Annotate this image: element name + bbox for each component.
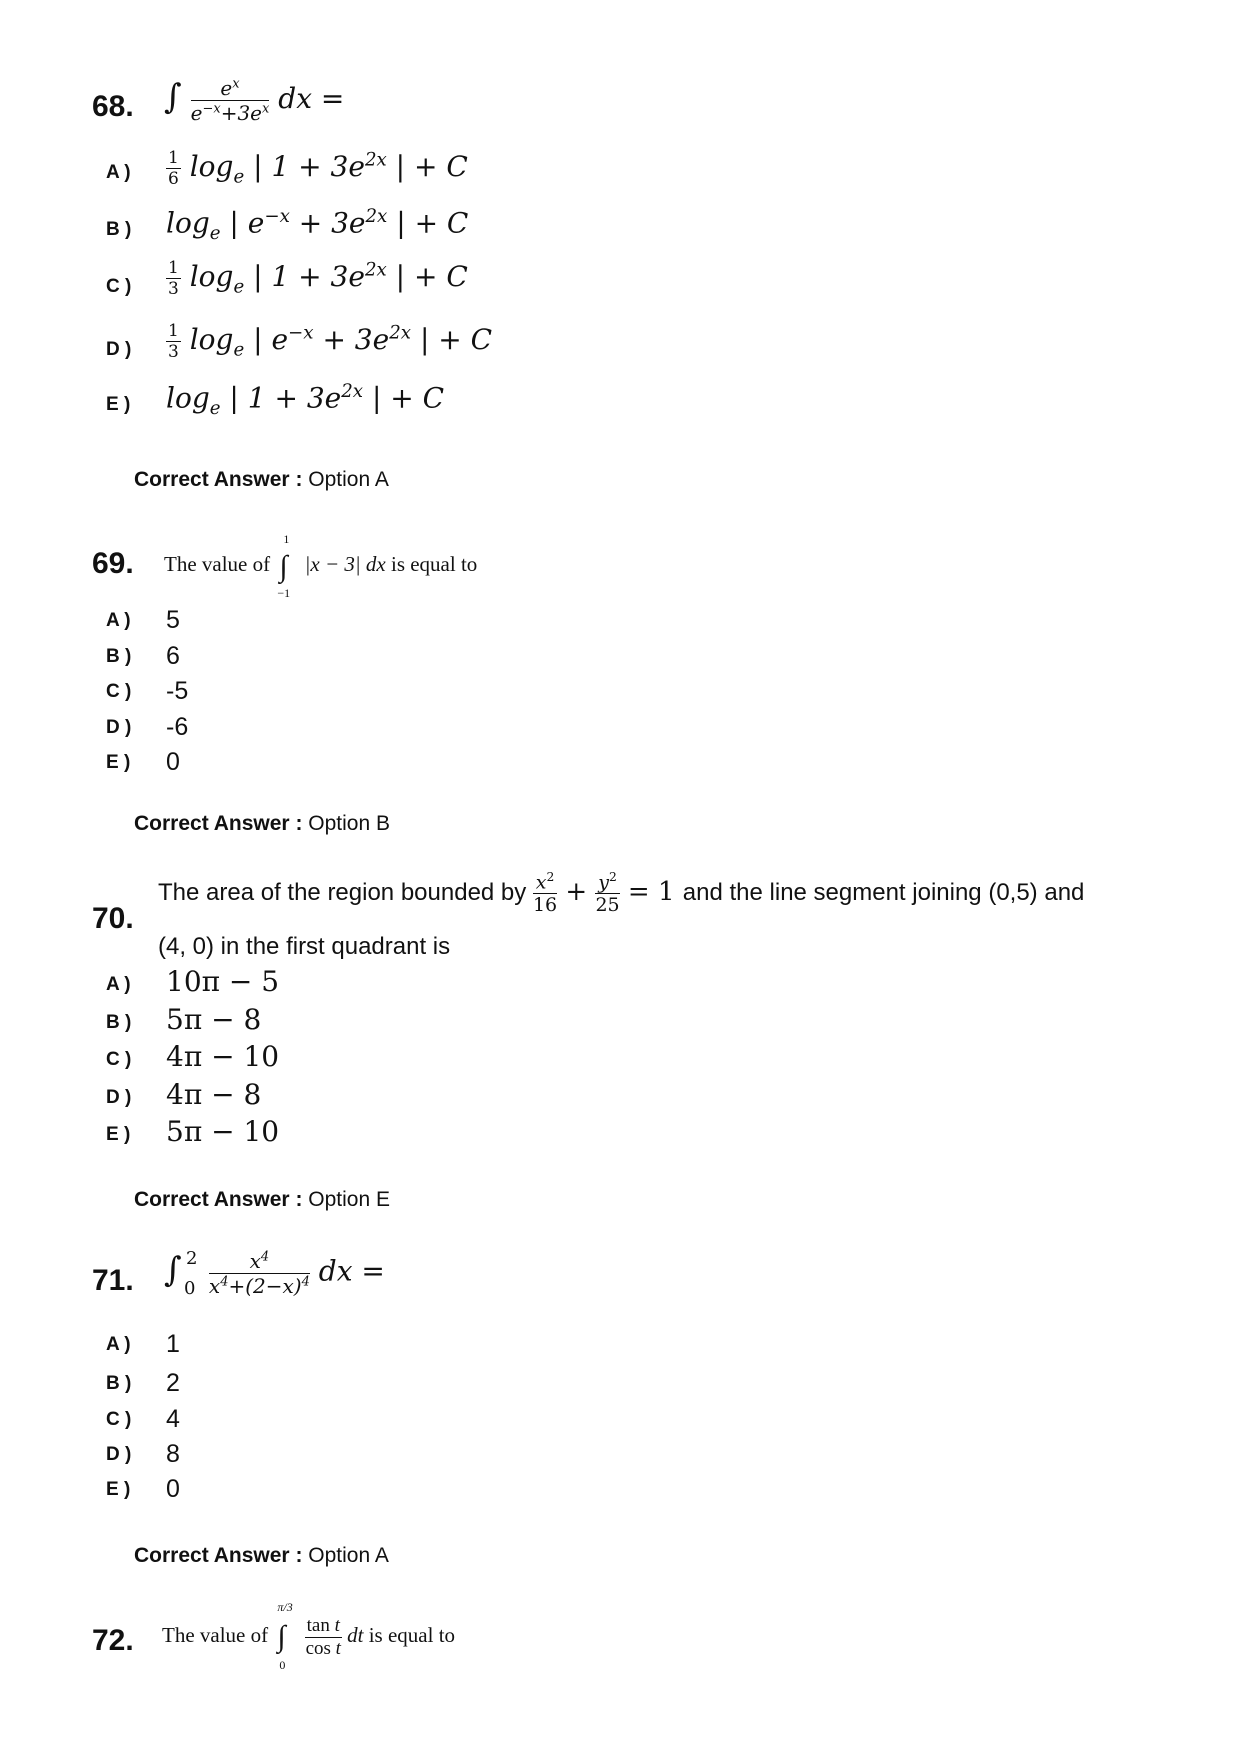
question-number: 70. (92, 902, 134, 935)
stem-prefix: The area of the region bounded by (158, 879, 527, 907)
option-value[interactable]: 0 (166, 748, 180, 776)
option-value[interactable]: -6 (166, 713, 189, 741)
correct-answer (134, 1544, 389, 1568)
option-value[interactable]: 1 (166, 1330, 180, 1358)
question-number: 69. (92, 547, 134, 580)
option-value[interactable]: 5π − 10 (166, 1115, 280, 1148)
correct-answer (134, 468, 389, 492)
question-stem (158, 870, 1084, 916)
option-letter: C ) (106, 1409, 132, 1430)
option-letter: E ) (106, 752, 131, 773)
option-letter: E ) (106, 394, 131, 415)
question-stem: ∫ 2 0 $\frac{x^4}{x^4+(2-x)^4}$ dx = (164, 1248, 385, 1299)
option-letter: A ) (106, 162, 131, 183)
question-stem-line2: (4, 0) in the first quadrant is (158, 933, 451, 960)
answer-label: Correct Answer : (134, 468, 303, 491)
answer-label: Correct Answer : (134, 1544, 303, 1567)
option-value[interactable]: 4π − 10 (166, 1040, 280, 1073)
option-letter: C ) (106, 681, 132, 702)
option-letter: E ) (106, 1479, 131, 1500)
answer-label: Correct Answer : (134, 1188, 303, 1211)
question-stem: The value of 1 ∫ −1 |x − 3| dx is equal to (164, 532, 478, 600)
option-value[interactable]: 8 (166, 1440, 180, 1468)
option-value[interactable]: $\log_e$ | $e^{-x} + 3e^{2x}$ | + C (166, 206, 469, 244)
answer-value: Option E (308, 1188, 390, 1211)
question-stem: ∫ $\frac{e^x}{e^{-x}+3e^x}$ dx = (164, 76, 345, 125)
option-value[interactable]: $\frac{1}{3}$ $\log_e$ | $e^{-x} + 3e^{2x}$ | + C (168, 321, 493, 362)
option-value[interactable]: 0 (166, 1475, 180, 1503)
option-value[interactable]: 10π − 5 (166, 965, 280, 998)
option-letter: D ) (106, 1087, 132, 1108)
option-letter: C ) (106, 276, 132, 297)
question-stem: The value of π/3 ∫ 0 $\frac{\text{tan t}}{\text{cos t}}$ dt is equal to (162, 1600, 456, 1672)
correct-answer (134, 812, 390, 836)
option-value[interactable]: 5π − 8 (166, 1003, 262, 1036)
stem-prefix: The value of (162, 1622, 269, 1647)
integral-symbol: π/3 ∫ 0 (277, 1600, 293, 1672)
stem-suffix: is equal to (368, 1622, 456, 1647)
stem-suffix: and the line segment joining (0,5) and (682, 879, 1085, 907)
stem-prefix: The value of (164, 551, 271, 576)
answer-value: Option B (308, 812, 390, 835)
option-letter: E ) (106, 1124, 131, 1145)
answer-value: Option A (308, 468, 389, 491)
option-letter: B ) (106, 1012, 132, 1033)
option-value[interactable]: 2 (166, 1369, 180, 1397)
option-value[interactable]: $\frac{1}{6}$ $\log_e$ | $1 + 3e^{2x}$ | + C (168, 148, 468, 189)
option-letter: B ) (106, 646, 132, 667)
option-value[interactable]: 5 (166, 606, 180, 634)
answer-value: Option A (308, 1544, 389, 1567)
option-value[interactable]: 4π − 8 (166, 1078, 262, 1111)
correct-answer (134, 1188, 390, 1212)
ellipse-equation: $\frac{x^2}{16}$ + $\frac{y^2}{25}$ = 1 (532, 870, 683, 917)
answer-label: Correct Answer : (134, 812, 303, 835)
option-letter: B ) (106, 219, 132, 240)
option-letter: A ) (106, 610, 131, 631)
option-letter: A ) (106, 1334, 131, 1355)
option-letter: D ) (106, 1444, 132, 1465)
question-number: 72. (92, 1624, 134, 1657)
question-number: 71. (92, 1264, 134, 1297)
option-value[interactable]: 6 (166, 642, 180, 670)
option-value[interactable]: 4 (166, 1405, 180, 1433)
stem-suffix: is equal to (390, 551, 478, 576)
integral-symbol: 1 ∫ −1 (277, 532, 291, 600)
option-letter: D ) (106, 717, 132, 738)
option-value[interactable]: $\frac{1}{3}$ $\log_e$ | $1 + 3e^{2x}$ | + C (168, 258, 468, 299)
option-letter: B ) (106, 1373, 132, 1394)
option-letter: A ) (106, 974, 131, 995)
question-number: 68. (92, 90, 134, 123)
option-value[interactable]: -5 (166, 677, 189, 705)
option-letter: C ) (106, 1049, 132, 1070)
option-value[interactable]: $\log_e$ | $1 + 3e^{2x}$ | + C (166, 381, 445, 419)
option-letter: D ) (106, 339, 132, 360)
